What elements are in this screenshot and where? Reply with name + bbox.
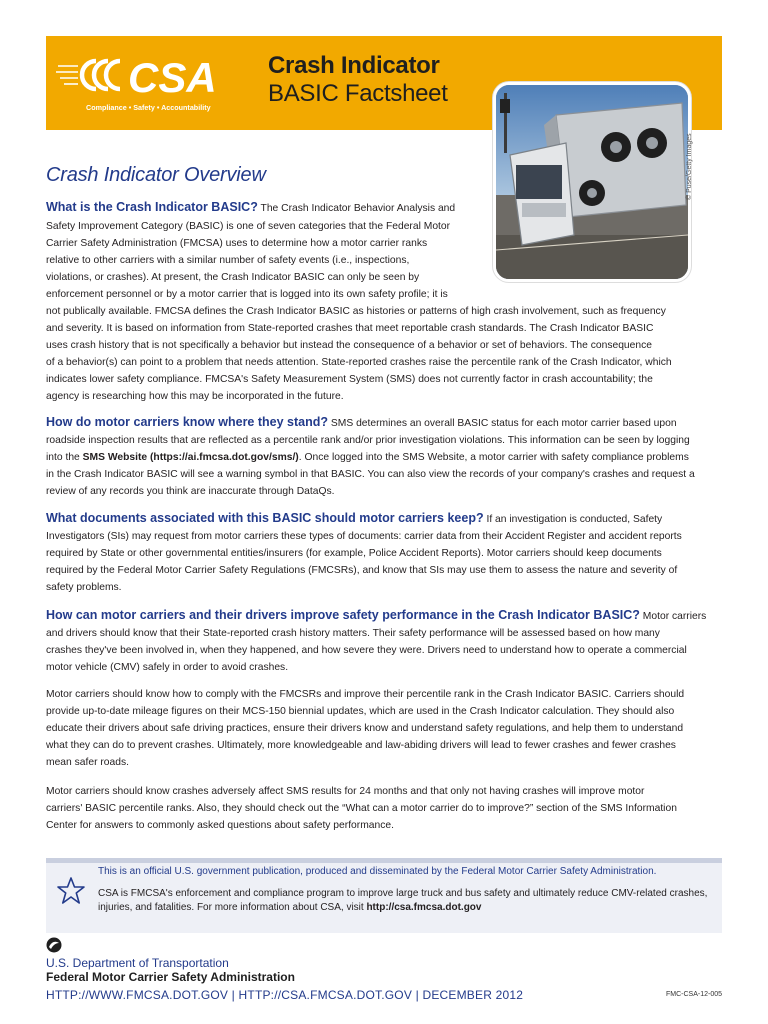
body-line-with-link — [46, 449, 689, 466]
csa-website-footer-link[interactable]: HTTP://CSA.FMCSA.DOT.GOV — [238, 988, 413, 1002]
question-documents-to-keep: What documents associated with this BASIC should motor carriers keep? — [46, 511, 484, 525]
section-2-text: SMS determines an overall BASIC status for each motor carrier based upon — [330, 418, 677, 429]
body-line: Safety Improvement Category (BASIC) is one of seven categories that the Federal Motor — [46, 221, 451, 232]
body-line: educate their drivers about safe driving practices, ensure their drivers know and understand safety regulations, and help them to understand — [46, 723, 684, 734]
notice-text: CSA is FMCSA's enforcement and compliance program to improve large truck and bus safety and ultimately reduce CMV-related crashes, injuries, and fatalities. For more information about CSA, visit — [98, 888, 708, 913]
body-line: indicates lower safety compliance. FMCSA's Safety Measurement System (SMS) does not currently factor in crash accountability; the — [46, 374, 653, 385]
logo-tagline: Compliance • Safety • Accountability — [86, 103, 211, 112]
body-line: relative to other carriers with a similar number of safety events (i.e., inspections, — [46, 255, 410, 266]
document-id: FMC-CSA-12-005 — [666, 991, 723, 998]
body-line: motor vehicle (CMV) safely in order to avoid crashes. — [46, 662, 289, 673]
body-line: and severity. It is based on information from State-reported crashes that meet reportable crash standards. The Crash Indicator BASIC — [46, 323, 654, 334]
footer-links — [46, 988, 523, 1002]
footer-separator: | — [231, 988, 235, 1002]
question-what-is-basic: What is the Crash Indicator BASIC? — [46, 200, 258, 214]
body-line: enforcement personnel or by a motor carrier that is logged into its own safety profile; it is — [46, 289, 448, 300]
body-text: . Once logged into the SMS Website, a motor carrier with safety compliance problems — [298, 452, 689, 463]
body-line: not publically available. FMCSA defines the Crash Indicator BASIC as histories or patterns of high crash involvement, such as frequency — [46, 306, 666, 317]
factsheet-title: Crash Indicator — [268, 52, 440, 79]
body-line: review of any records you think are inaccurate through DataQs. — [46, 486, 335, 497]
photo-credit: © Puse/Getty Images — [686, 133, 693, 200]
section-3-line-1 — [46, 510, 662, 528]
body-line: what they can do to prevent crashes. Ultimately, more knowledgeable and law-abiding drivers will lead to fewer crashes and fewer crashes — [46, 740, 676, 751]
question-improve-safety: How can motor carriers and their drivers improve safety performance in the Crash Indicator BASIC? — [46, 608, 640, 622]
body-line: Motor carriers should know how to comply with the FMCSRs and improve their percentile rank in the Crash Indicator BASIC. Carriers should — [46, 689, 685, 700]
body-line: crashes they've been involved in, when they happened, and how severe they were. Drivers need to understand how to operate a commercial — [46, 645, 687, 656]
dot-logo-icon — [46, 937, 62, 953]
body-line: of a behavior(s) can point to a problem that needs attention. State-reported crashes raise the percentile rank of the Crash Indicator, which — [46, 357, 672, 368]
body-line: Motor carriers should know crashes adversely affect SMS results for 24 months and that only not having crashes will improve motor — [46, 786, 645, 797]
csa-logo — [56, 52, 236, 118]
body-line: Carrier Safety Administration (FMCSA) uses to determine how a motor carrier ranks — [46, 238, 428, 249]
section-1-line-1 — [46, 199, 455, 217]
section-4-text: Motor carriers — [642, 611, 707, 622]
official-publication-notice: This is an official U.S. government publication, produced and disseminated by the Federal Motor Carrier Safety Administration. — [98, 866, 657, 877]
publication-date: DECEMBER 2012 — [422, 988, 524, 1002]
factsheet-subtitle: BASIC Factsheet — [268, 80, 448, 107]
star-icon — [56, 876, 86, 906]
body-line: violations, or crashes). At present, the Crash Indicator BASIC can only be seen by — [46, 272, 420, 283]
section-1-text: The Crash Indicator Behavior Analysis and — [260, 203, 456, 214]
sms-website-link[interactable]: SMS Website (https://ai.fmcsa.dot.gov/sms/) — [82, 452, 299, 463]
section-2-line-1 — [46, 414, 677, 432]
footer-department: U.S. Department of Transportation — [46, 956, 229, 970]
body-line: mean safer roads. — [46, 757, 129, 768]
section-4-line-1 — [46, 607, 706, 625]
fmcsa-website-link[interactable]: HTTP://WWW.FMCSA.DOT.GOV — [46, 988, 229, 1002]
logo-wordmark: CSA — [128, 54, 217, 101]
body-line: agency is researching how this may be incorporated in the future. — [46, 391, 344, 402]
csa-program-notice — [98, 887, 708, 915]
body-text: into the — [46, 452, 80, 463]
section-3-text: If an investigation is conducted, Safety — [486, 514, 663, 525]
body-line: roadside inspection results that are reflected as a percentile rank and/or prior investigation violations. This information can be seen by logging — [46, 435, 690, 446]
body-line: uses crash history that is not specifically a behavior but instead the consequence of a behavior or set of behaviors. The consequence — [46, 340, 652, 351]
footer-agency: Federal Motor Carrier Safety Administration — [46, 970, 295, 984]
footer-separator: | — [415, 988, 419, 1002]
overturned-truck-photo — [493, 82, 691, 282]
body-line: in the Crash Indicator BASIC will see a warning symbol in that BASIC. You can also view the records of your company's crashes and request a — [46, 469, 695, 480]
csa-website-link[interactable]: http://csa.fmcsa.dot.gov — [366, 902, 482, 913]
question-where-they-stand: How do motor carriers know where they stand? — [46, 415, 329, 429]
body-line: required by State or other governmental entities/insurers (for example, Police Accident Reports). Motor carriers should keep documents — [46, 548, 662, 559]
body-line: carriers' BASIC percentile ranks. Also, they should check out the “What can a motor carrier do to improve?” section of the SMS Information — [46, 803, 677, 814]
body-line: provide up-to-date mileage figures on their MCS-150 biennial updates, which are used in the Crash Indicator calculation. They should also — [46, 706, 675, 717]
body-line: and drivers should know that their State-reported crash history matters. Their safety performance will be assessed based on how many — [46, 628, 660, 639]
body-line: required by the Federal Motor Carrier Safety Regulations (FMCSRs), and know that SIs may use them to assess the nature and severity of — [46, 565, 678, 576]
body-line: Investigators (SIs) may request from motor carriers these types of documents: carrier data from their Accident Register and accident reports — [46, 531, 682, 542]
body-line: Center for answers to commonly asked questions about safety performance. — [46, 820, 394, 831]
body-line: safety problems. — [46, 582, 122, 593]
section-title: Crash Indicator Overview — [46, 164, 266, 186]
